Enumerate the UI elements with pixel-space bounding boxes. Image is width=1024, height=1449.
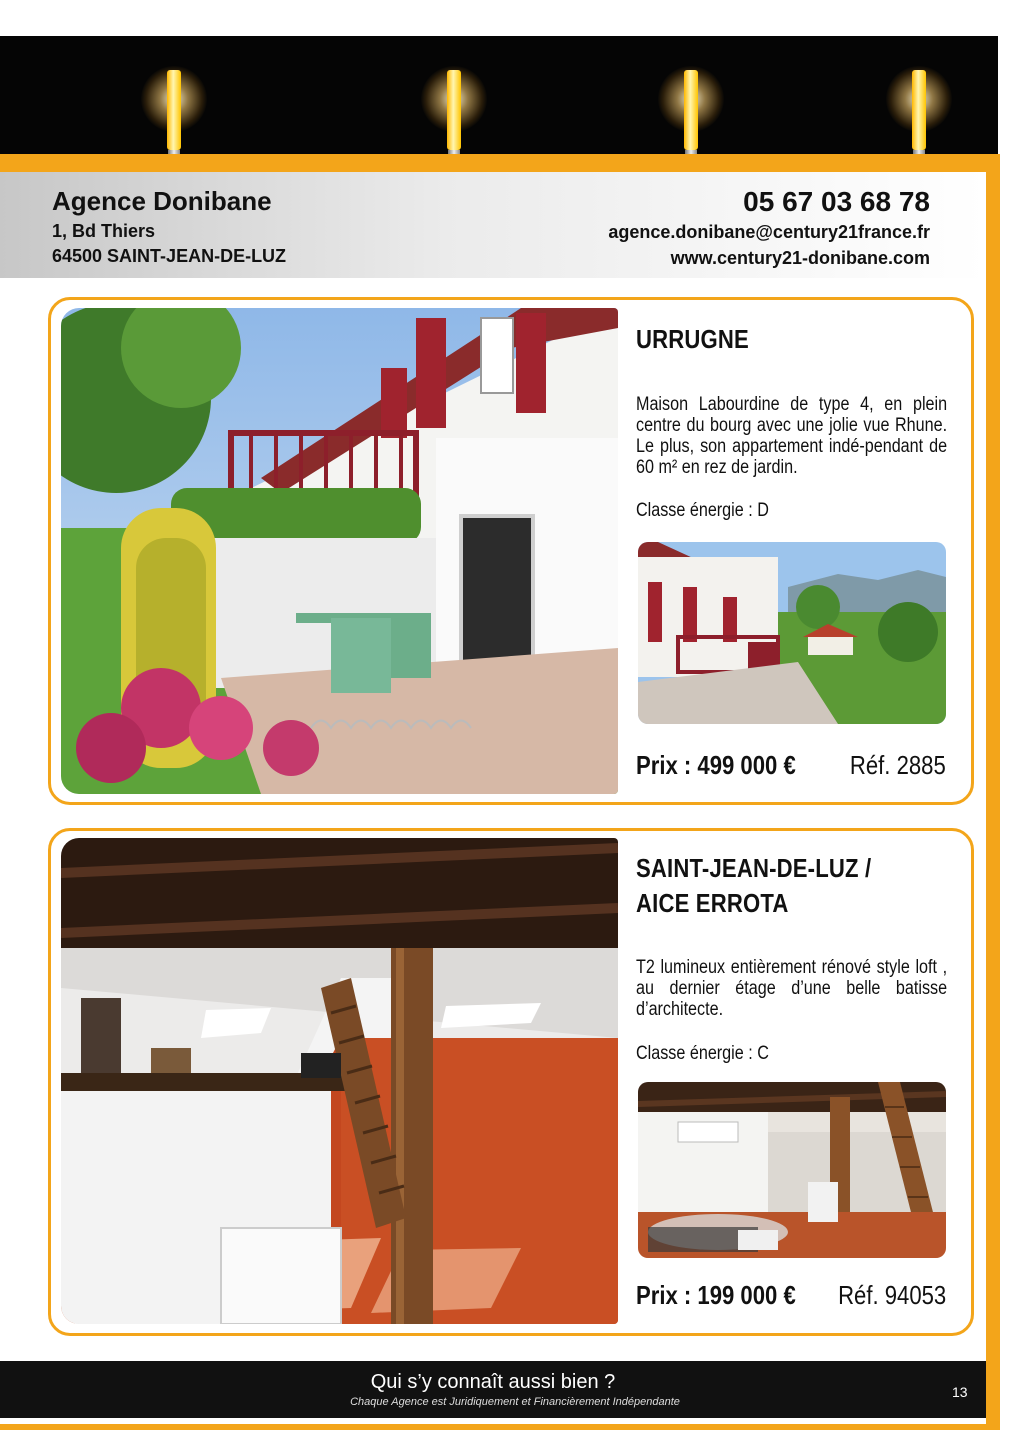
footer-disclaimer: Chaque Agence est Juridiquement et Financièrement Indépendante [350,1396,680,1408]
footer-slogan: Qui s’y connaît aussi bien ? [370,1371,616,1393]
agency-email[interactable]: agence.donibane@century21france.fr [608,222,930,242]
listing-title: SAINT-JEAN-DE-LUZ / [636,853,872,883]
listing-thumbnail [638,542,946,724]
accent-line [0,154,1000,172]
lamp-icon [684,70,698,166]
listing-photo-house [61,308,618,794]
lamp-icon [912,70,926,166]
listing-price: Prix : 499 000 € [636,750,796,780]
accent-bottom-line [0,1424,1000,1430]
listing-thumbnail [638,1082,946,1258]
energy-class: Classe énergie : C [636,1043,769,1064]
listing-title: URRUGNE [636,324,749,354]
listing-reference: Réf. 2885 [850,750,946,780]
accent-side-bar [986,154,1000,1424]
lamp-icon [447,70,461,166]
listing-title-line2: AICE ERROTA [636,888,789,918]
listing-price: Prix : 199 000 € [636,1280,796,1310]
listing-reference: Réf. 94053 [837,1280,946,1310]
agency-address-city: 64500 SAINT-JEAN-DE-LUZ [52,246,287,266]
page-number: 13 [952,1384,968,1400]
lamp-icon [167,70,181,166]
listing-photo-loft [61,838,618,1324]
listing-description: Maison Labourdine de type 4, en plein centre du bourg avec une jolie vue Rhune. Le plus, son appartement indé-pendant de 60 m² en rez de jardin. [636,394,948,478]
energy-class: Classe énergie : D [636,500,769,521]
agency-website[interactable]: www.century21-donibane.com [670,248,930,268]
agency-phone[interactable]: 05 67 03 68 78 [743,186,930,217]
agency-address-street: 1, Bd Thiers [52,221,156,241]
agency-name: Agence Donibane [52,186,272,216]
listing-description: T2 lumineux entièrement rénové style loft , au dernier étage d’une belle batisse d’architecte. [636,957,948,1020]
